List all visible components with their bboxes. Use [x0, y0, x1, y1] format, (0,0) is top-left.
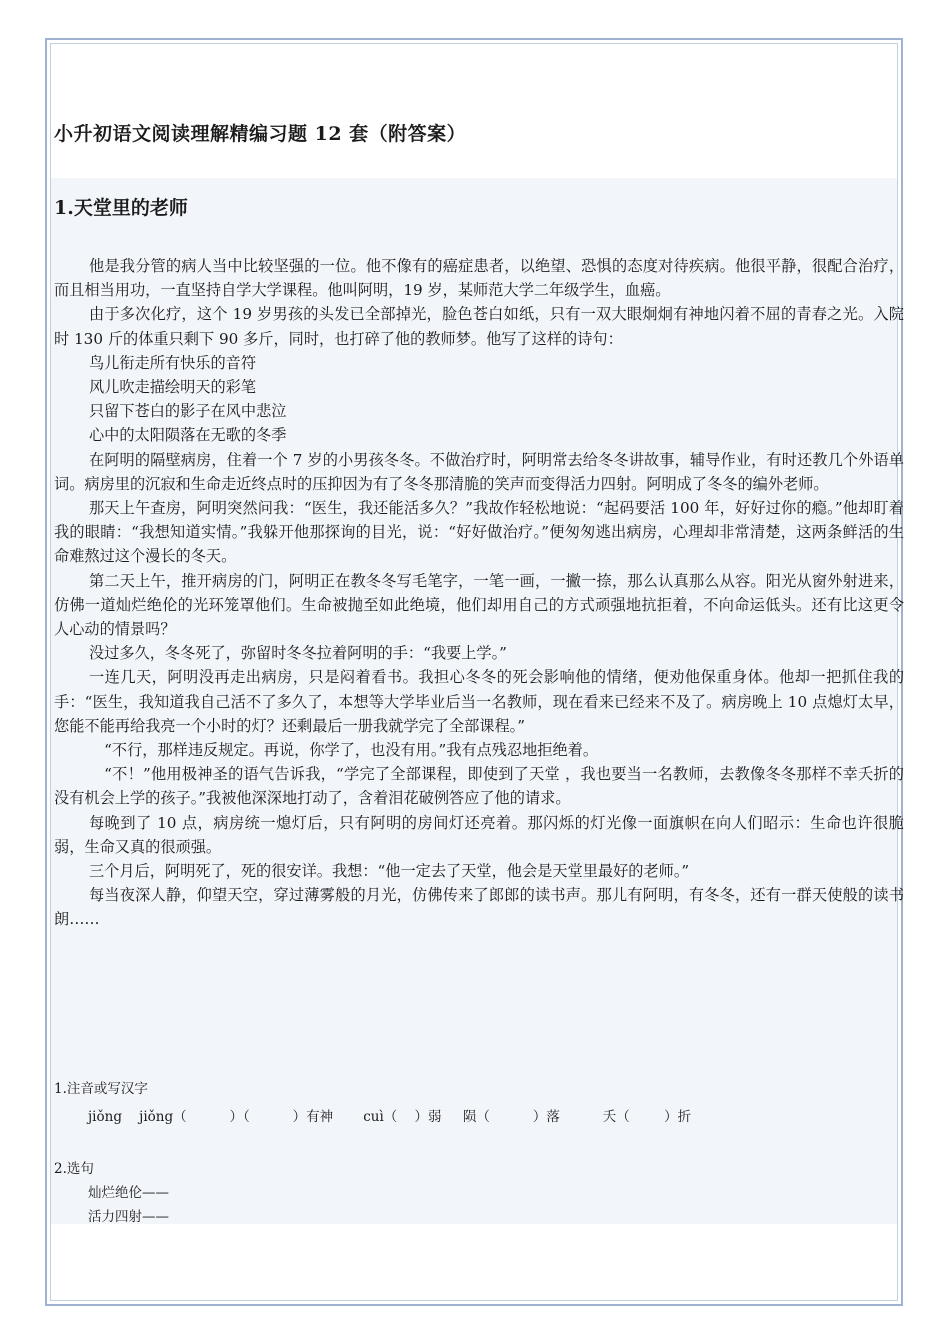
section-title: 1.天堂里的老师	[54, 197, 188, 219]
poem-line: 只留下苍白的影子在风中悲泣	[88, 402, 287, 421]
paragraph: 每当夜深人静，仰望天空，穿过薄雾般的月光，仿佛传来了郎郎的读书声。那儿有阿明，有冬冬，还有一群天使般的读书朗……	[54, 886, 904, 929]
paragraph: “不！”他用极神圣的语气告诉我，“学完了全部课程，即使到了天堂 ，我也要当一名教师，去教像冬冬那样不幸夭折的没有机会上学的孩子。”我被他深深地打动了，含着泪花破例答应了他的请求。	[54, 765, 904, 808]
question-1-fill-in-row: jiǒng jiǒng（ ）（ ）有神 cuì（ ）弱 陨（ ）落 夭（ ）折	[88, 1109, 692, 1125]
paragraph: 第二天上午，推开病房的门，阿明正在教冬冬写毛笔字，一笔一画，一撇一捺，那么认真那么从容。阳光从窗外射进来，仿佛一道灿烂绝伦的光环笼罩他们。生命被抛至如此绝境，他们却用自己的方式顽强地抗拒着，不向命运低头。还有比这更令人心动的情景吗？	[54, 571, 904, 639]
paragraph: “不行，那样违反规定。再说，你学了，也没有用。”我有点残忍地拒绝着。	[104, 741, 599, 760]
question-2-item: 灿烂绝伦——	[88, 1185, 169, 1201]
questions-section	[54, 1077, 894, 1229]
article-body	[54, 254, 904, 932]
paragraph: 在阿明的隔壁病房，住着一个 7 岁的小男孩冬冬。不做治疗时，阿明常去给冬冬讲故事，辅导作业，有时还教几个外语单词。病房里的沉寂和生命走近终点时的压抑因为有了冬冬那清脆的笑声而变得活力四射。阿明成了冬冬的编外老师。	[54, 450, 904, 493]
poem-line: 鸟儿衔走所有快乐的音符	[88, 353, 257, 372]
paragraph: 由于多次化疗，这个 19 岁男孩的头发已全部掉光，脸色苍白如纸，只有一双大眼炯炯有神地闪着不屈的青春之光。入院时 130 斤的体重只剩下 90 多斤，同时，也打碎了他的教师梦。他写了这样的诗句：	[54, 305, 904, 348]
question-2-item: 活力四射——	[88, 1209, 169, 1225]
poem-line: 心中的太阳陨落在无歌的冬季	[88, 426, 287, 445]
paragraph: 三个月后，阿明死了，死的很安详。我想：“他一定去了天堂，他会是天堂里最好的老师。”	[88, 862, 690, 881]
paragraph: 那天上午查房，阿明突然问我：“医生，我还能活多久？”我故作轻松地说：“起码要活 100 年，好好过你的瘾。”他却盯着我的眼睛：“我想知道实情。”我躲开他那探询的目光，说：“好好做治疗。”便匆匆逃出病房，心理却非常清楚，这两条鲜活的生命难熬过这个漫长的冬天。	[54, 499, 904, 566]
document-title: 小升初语文阅读理解精编习题 12 套（附答案）	[54, 123, 467, 145]
paragraph: 没过多久，冬冬死了，弥留时冬冬拉着阿明的手：“我要上学。”	[88, 644, 507, 663]
paragraph: 他是我分管的病人当中比较坚强的一位。他不像有的癌症患者，以绝望、恐惧的态度对待疾病。他很平静，很配合治疗，而且相当用功，一直坚持自学大学课程。他叫阿明，19 岁，某师范大学二年级学生，血癌。	[54, 257, 904, 300]
question-2-title: 2.选句	[54, 1161, 94, 1177]
paragraph: 一连几天，阿明没再走出病房，只是闷着看书。我担心冬冬的死会影响他的情绪，便劝他保重身体。他却一把抓住我的手：“医生，我知道我自己活不了多久了，本想等大学毕业后当一名教师，现在看来已经来不及了。病房晚上 10 点熄灯太早，您能不能再给我亮一个小时的灯？还剩最后一册我就学完了全部课程。”	[54, 668, 904, 735]
paragraph: 每晚到了 10 点，病房统一熄灯后，只有阿明的房间灯还亮着。那闪烁的灯光像一面旗帜在向人们昭示：生命也许很脆弱，生命又真的很顽强。	[54, 813, 904, 856]
poem-line: 风儿吹走描绘明天的彩笔	[88, 378, 257, 397]
question-1-title: 1.注音或写汉字	[54, 1081, 148, 1097]
